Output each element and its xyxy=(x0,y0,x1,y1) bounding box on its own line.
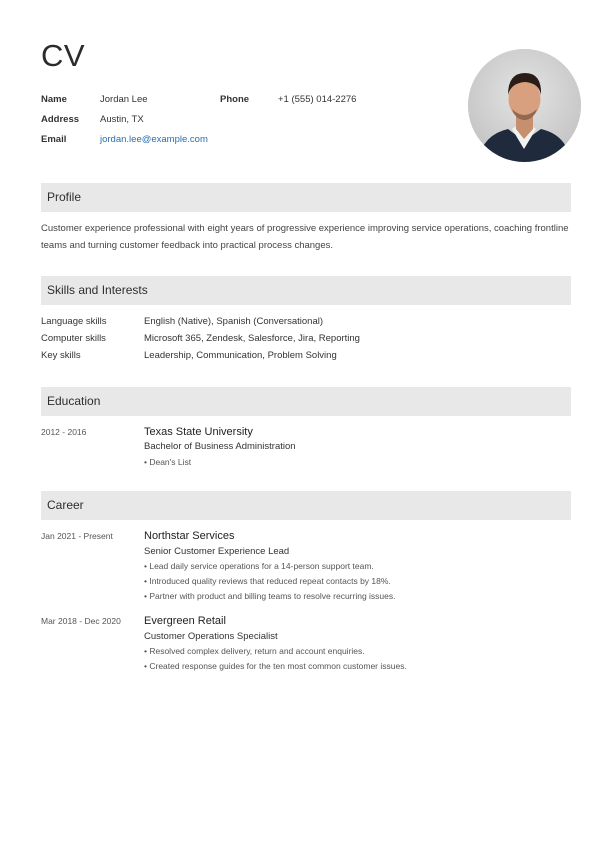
address-label: Address xyxy=(41,114,80,125)
education-degree: Bachelor of Business Administration xyxy=(144,441,296,452)
email-label: Email xyxy=(41,134,67,145)
phone-value: +1 (555) 014-2276 xyxy=(278,94,357,105)
skill-label: Key skills xyxy=(41,350,81,361)
section-title: Skills and Interests xyxy=(47,283,148,297)
email-link[interactable]: jordan.lee@example.com xyxy=(100,134,208,145)
career-bullet: • Created response guides for the ten most common customer issues. xyxy=(144,661,407,671)
skill-value: Microsoft 365, Zendesk, Salesforce, Jira, Reporting xyxy=(144,333,360,344)
career-bullet: • Lead daily service operations for a 14-person support team. xyxy=(144,561,374,571)
profile-photo xyxy=(468,49,581,162)
education-bullet: • Dean's List xyxy=(144,457,191,467)
career-dates: Mar 2018 - Dec 2020 xyxy=(41,616,121,626)
section-header-skills xyxy=(41,276,571,305)
skill-label: Computer skills xyxy=(41,333,106,344)
skill-value: English (Native), Spanish (Conversational) xyxy=(144,316,323,327)
career-bullet: • Partner with product and billing teams to resolve recurring issues. xyxy=(144,591,396,601)
skill-label: Language skills xyxy=(41,316,107,327)
career-company: Evergreen Retail xyxy=(144,615,226,627)
contact-block xyxy=(41,94,461,154)
phone-label: Phone xyxy=(220,94,250,105)
career-bullet: • Introduced quality reviews that reduced repeat contacts by 18%. xyxy=(144,576,391,586)
skill-value: Leadership, Communication, Problem Solving xyxy=(144,350,337,361)
name-value: Jordan Lee xyxy=(100,94,148,105)
profile-summary: Customer experience professional with eight years of progressive experience improving service operations, coaching frontline teams and turning customer feedback into practical process changes. xyxy=(41,223,569,251)
career-company: Northstar Services xyxy=(144,530,235,542)
career-role: Senior Customer Experience Lead xyxy=(144,546,290,557)
section-title: Career xyxy=(47,498,84,512)
education-institution: Texas State University xyxy=(144,426,253,438)
section-header-profile xyxy=(41,183,571,212)
section-title: Education xyxy=(47,394,101,408)
page-title: CV xyxy=(41,38,86,73)
section-title: Profile xyxy=(47,190,82,204)
career-role: Customer Operations Specialist xyxy=(144,631,278,642)
career-dates: Jan 2021 - Present xyxy=(41,531,113,541)
address-value: Austin, TX xyxy=(100,114,144,125)
section-header-education xyxy=(41,387,571,416)
career-bullet: • Resolved complex delivery, return and account enquiries. xyxy=(144,646,365,656)
education-dates: 2012 - 2016 xyxy=(41,427,87,437)
section-header-career xyxy=(41,491,571,520)
name-label: Name xyxy=(41,94,67,105)
person-portrait-icon xyxy=(468,49,581,162)
